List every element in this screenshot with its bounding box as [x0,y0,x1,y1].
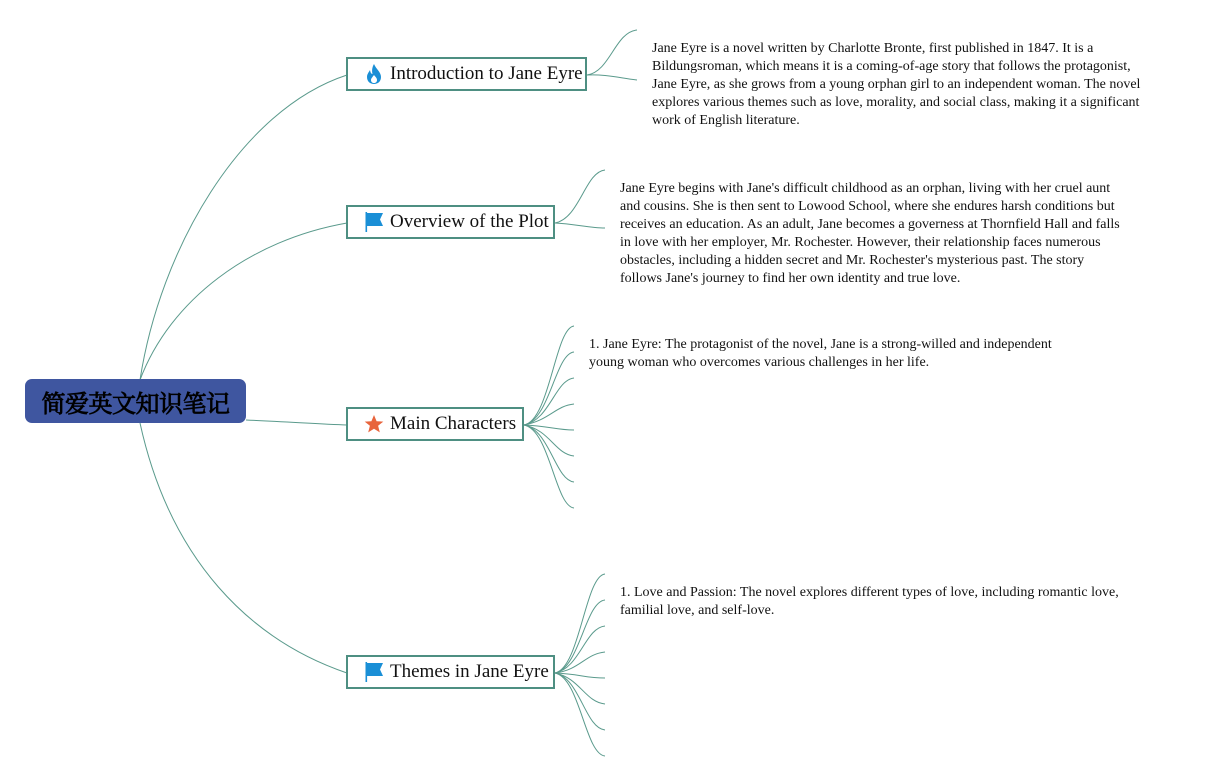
root-topic[interactable] [25,379,246,423]
edge-char-2 [524,352,574,425]
note-introduction[interactable] [652,40,1152,128]
edge-char-3 [524,378,574,425]
topic-main-characters[interactable] [346,407,524,441]
edge-root-themes [140,423,347,673]
topic-plot-overview[interactable] [346,205,555,239]
flag-icon [364,211,384,233]
note-theme-love[interactable] [620,584,1130,620]
edge-plot-2 [555,223,605,228]
edge-theme-2 [555,600,605,673]
edge-theme-8 [555,673,605,756]
note-text: 1. Jane Eyre: The protagonist of the novel, Jane is a strong-willed and independent young woman who overcomes various challenges in her life. [589,337,1052,370]
edge-root-characters [246,420,347,425]
edge-char-1 [524,326,574,425]
edge-intro-1 [587,30,637,75]
topic-label: Introduction to Jane Eyre [390,63,583,84]
edge-root-intro [140,75,347,380]
edge-intro-2 [587,75,637,80]
topic-label: Overview of the Plot [390,211,549,232]
note-plot-overview[interactable] [620,180,1125,286]
note-text: Jane Eyre is a novel written by Charlotte Bronte, first published in 1847. It is a Bildungsroman, which means it is a coming-of-age story that follows the protagonist, Jane Eyre, as she grows from a young orphan girl to an independent woman. The novel explores various themes such as love, morality, and social class, making it a significant work of English literature. [652,41,1141,128]
edge-plot-1 [555,170,605,223]
flag-icon [364,661,384,683]
root-title: 简爱英文知识笔记 [41,389,230,418]
edge-char-8 [524,425,574,508]
topic-introduction[interactable] [346,57,587,91]
flame-icon [364,63,384,85]
note-text: 1. Love and Passion: The novel explores different types of love, including romantic love, familial love, and self-love. [620,585,1119,618]
edge-root-plot [140,223,347,380]
topic-label: Main Characters [390,413,517,434]
topic-themes[interactable] [346,655,555,689]
note-text: Jane Eyre begins with Jane's difficult childhood as an orphan, living with her cruel aunt and cousins. She is then sent to Lowood School, where she endures harsh conditions but receives an education. As an adult, Jane becomes a governess at Thornfield Hall and falls in love with her employer, Mr. Rochester. However, their relationship faces numerous obstacles, including a hidden secret and Mr. Rochester's mysterious past. The story follows Jane's journey to find her own identity and true love. [620,181,1120,286]
edge-theme-3 [555,626,605,673]
note-character-jane[interactable] [589,336,1069,368]
edge-theme-1 [555,574,605,673]
star-icon [364,413,384,435]
topic-label: Themes in Jane Eyre [390,661,549,682]
